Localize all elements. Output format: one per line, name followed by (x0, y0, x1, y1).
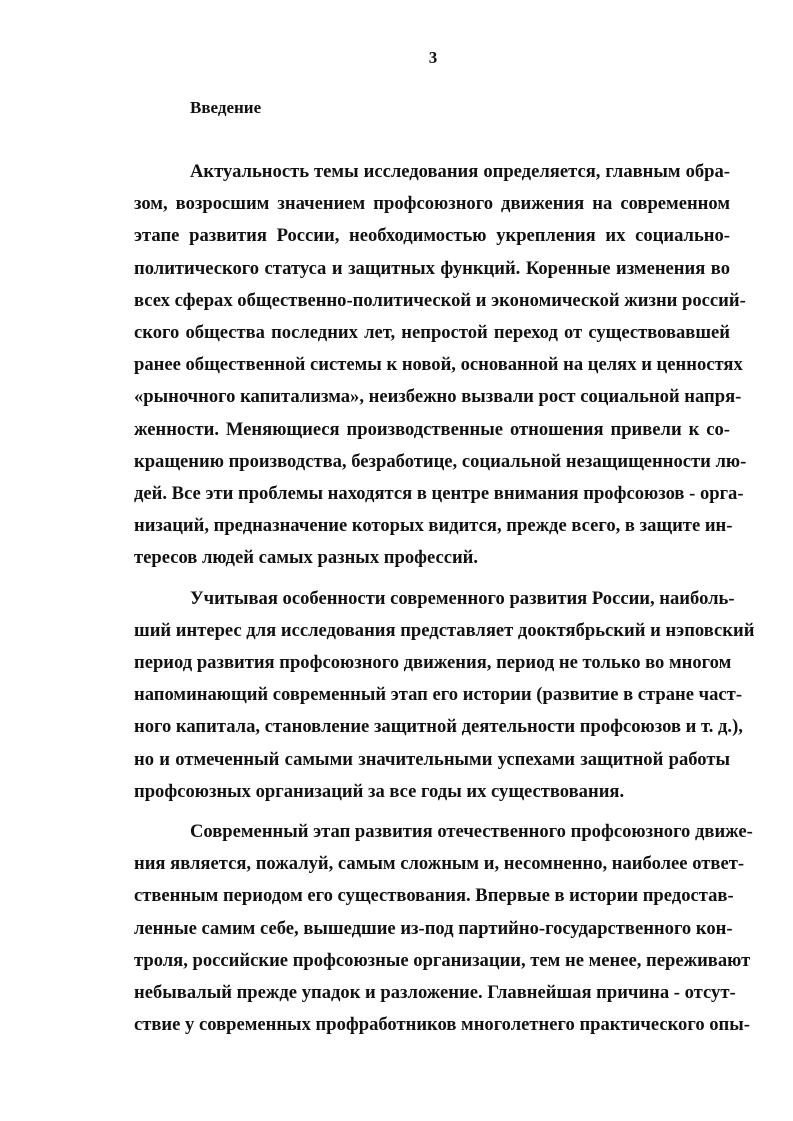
text-line: троля, российские профсоюзные организации, тем не менее, переживают (134, 949, 751, 971)
text-line: кращению производства, безработице, социальной незащищенности лю- (134, 450, 747, 472)
section-heading: Введение (190, 98, 262, 117)
text-line: зом, возросшим значением профсоюзного движения на современном (134, 193, 730, 215)
text-line: ствие у современных профработников многолетнего практического опы- (134, 1014, 750, 1036)
paragraph-2 (134, 583, 755, 808)
text-line: «рыночного капитализма», неизбежно вызвали рост социальной напря- (134, 386, 742, 408)
text-line: этапе развития России, необходимостью укрепления их социально- (134, 225, 730, 247)
text-line: ния является, пожалуй, самым сложным и, несомненно, наиболее ответ- (134, 853, 745, 875)
text-line: профсоюзных организаций за все годы их существования. (134, 780, 625, 802)
text-line: ленные самим себе, вышедшие из-под партийно-государственного кон- (134, 917, 733, 939)
text-line: дей. Все эти проблемы находятся в центре внимания профсоюзов - орга- (134, 483, 744, 505)
text-line: политического статуса и защитных функций. Коренные изменения во (134, 257, 730, 279)
text-line: тересов людей самых разных профессий. (134, 547, 479, 569)
text-line: период развития профсоюзного движения, период не только во многом (134, 652, 732, 674)
text-line: ственным периодом его существования. Впервые в истории предостав- (134, 885, 734, 907)
text-line: Учитывая особенности современного развития России, наиболь- (190, 587, 735, 609)
text-line: низаций, предназначение которых видится, прежде всего, в защите ин- (134, 515, 733, 537)
text-line: ший интерес для исследования представляет дооктябрьский и нэповский (134, 619, 755, 641)
body-text (134, 156, 755, 1049)
page-number: 3 (428, 48, 438, 67)
text-line: небывалый прежде упадок и разложение. Главнейшая причина - отсут- (134, 982, 736, 1004)
text-line: ского общества последних лет, непростой переход от существовавшей (134, 322, 730, 344)
text-line: всех сферах общественно-политической и экономической жизни россий- (134, 289, 746, 311)
text-line: ранее общественной системы к новой, основанной на целях и ценностях (134, 354, 743, 376)
paragraph-1 (134, 156, 747, 575)
paragraph-3 (134, 816, 753, 1041)
text-line: женности. Меняющиеся производственные отношения привели к со- (134, 418, 730, 440)
text-line: но и отмеченный самыми значительными успехами защитной работы (134, 748, 730, 770)
text-line: Современный этап развития отечественного профсоюзного движе- (190, 821, 753, 843)
paragraph-lead: Актуальность темы исследования (190, 161, 479, 182)
text-line: напоминающий современный этап его истории (развитие в стране част- (134, 684, 743, 706)
text-line: ного капитала, становление защитной деятельности профсоюзов и т. д.), (134, 716, 743, 738)
text-line: Актуальность темы исследования определяется, главным обра- (190, 161, 730, 182)
